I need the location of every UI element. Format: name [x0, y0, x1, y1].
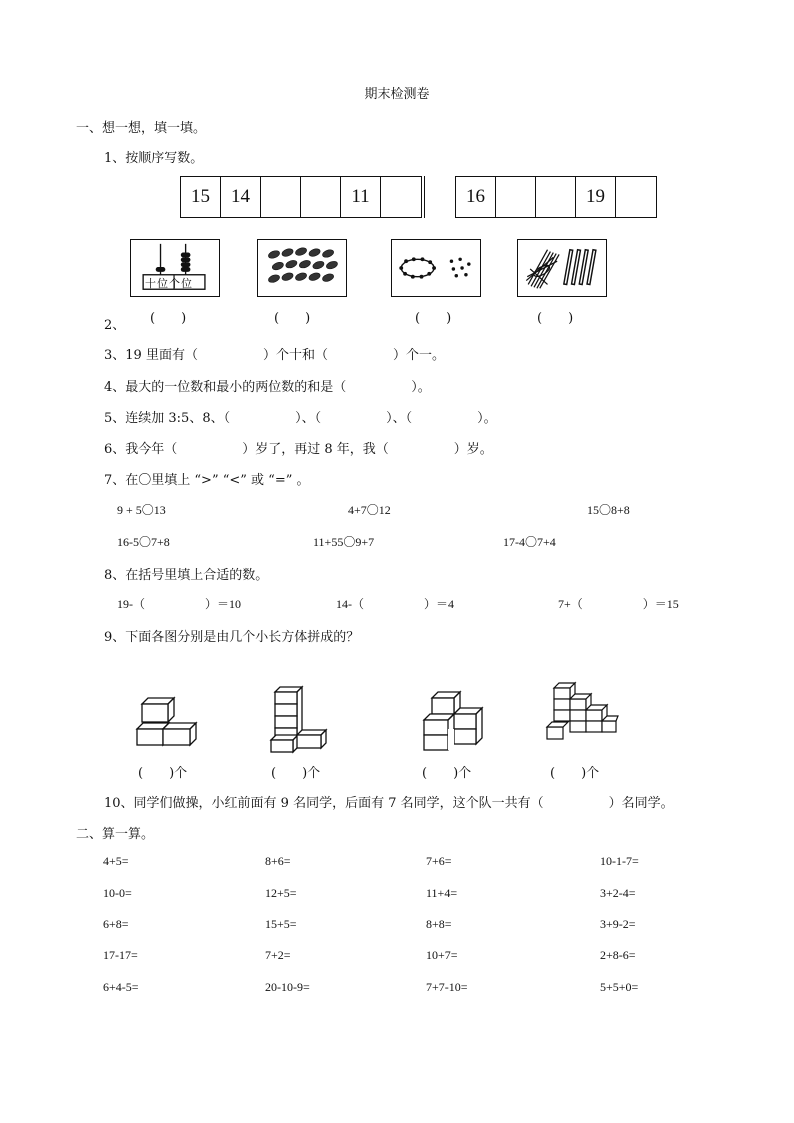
fill-number-item[interactable]: 14-（ ）＝4: [336, 597, 454, 611]
blocks-figure-1: [134, 690, 204, 750]
abacus-place-label: 十位个位: [145, 277, 193, 290]
section2-heading: 二、算一算。: [76, 827, 155, 842]
q9-answer-blank[interactable]: ( )个: [422, 766, 472, 781]
compare-item[interactable]: 11+55〇9+7: [313, 535, 375, 549]
seq-a-cell[interactable]: [301, 177, 341, 217]
q9-answer-blank[interactable]: ( )个: [138, 766, 188, 781]
q10-text: 10、同学们做操，小红前面有 9 名同学，后面有 7 名同学，这个队一共有（ ）名同学。: [104, 796, 674, 811]
calc-item[interactable]: 5+5+0=: [600, 980, 639, 994]
blocks-figure-4: [544, 680, 620, 744]
calc-item[interactable]: 2+8-6=: [600, 948, 636, 962]
q2-answer-blank[interactable]: ( ): [150, 311, 187, 326]
compare-item[interactable]: 17-4〇7+4: [503, 535, 556, 549]
sticks-icon: [518, 240, 606, 296]
sequence-divider: [424, 176, 425, 218]
q1-label: 1、按顺序写数。: [104, 151, 204, 166]
calc-item[interactable]: 20-10-9=: [265, 980, 310, 994]
calc-item[interactable]: 17-17=: [103, 948, 138, 962]
calc-item[interactable]: 7+6=: [426, 854, 452, 868]
q2-label: 2、: [104, 318, 126, 333]
seq-a-cell: 14: [221, 177, 261, 217]
abacus-picture: [130, 239, 220, 297]
calc-item[interactable]: 3+9-2=: [600, 917, 636, 931]
beads-picture: [391, 239, 481, 297]
sequence-box-b: [455, 176, 657, 218]
seq-b-cell[interactable]: [616, 177, 656, 217]
leaves-icon: [258, 240, 346, 296]
fill-number-item[interactable]: 19-（ ）＝10: [117, 597, 241, 611]
compare-item[interactable]: 15〇8+8: [587, 503, 630, 517]
blocks-icon: [420, 688, 486, 754]
blocks-icon: [268, 683, 330, 755]
seq-a-cell: 11: [341, 177, 381, 217]
q6-text: 6、我今年（ ）岁了，再过 8 年，我（ ）岁。: [104, 442, 493, 457]
calc-item[interactable]: 3+2-4=: [600, 886, 636, 900]
seq-b-cell: 16: [456, 177, 496, 217]
calc-item[interactable]: 7+7-10=: [426, 980, 468, 994]
calc-item[interactable]: 8+6=: [265, 854, 291, 868]
q9-label: 9、下面各图分别是由几个小长方体拼成的？: [104, 630, 360, 645]
calc-item[interactable]: 10-0=: [103, 886, 132, 900]
seq-b-cell: 19: [576, 177, 616, 217]
q7-label: 7、在〇里填上 “>” “<” 或 “=” 。: [104, 473, 310, 488]
q3-text: 3、19 里面有（ ）个十和（ ）个一。: [104, 348, 445, 363]
page-title: 期末检测卷: [364, 87, 430, 102]
fill-number-item[interactable]: 7+（ ）＝15: [558, 597, 679, 611]
blocks-figure-3: [420, 688, 486, 754]
q8-label: 8、在括号里填上合适的数。: [104, 568, 269, 583]
calc-item[interactable]: 10-1-7=: [600, 854, 639, 868]
calc-item[interactable]: 12+5=: [265, 886, 297, 900]
seq-a-cell[interactable]: [261, 177, 301, 217]
calc-item[interactable]: 8+8=: [426, 917, 452, 931]
beads-icon: [392, 240, 480, 296]
q2-answer-blank[interactable]: ( ): [274, 311, 311, 326]
calc-item[interactable]: 15+5=: [265, 917, 297, 931]
leaves-picture: [257, 239, 347, 297]
seq-a-cell[interactable]: [381, 177, 421, 217]
seq-b-cell[interactable]: [496, 177, 536, 217]
q5-text: 5、连续加 3:5、8、（ ）、（ ）、（ ）。: [104, 411, 497, 426]
q2-answer-blank[interactable]: ( ): [415, 311, 452, 326]
calc-item[interactable]: 6+4-5=: [103, 980, 139, 994]
compare-item[interactable]: 16-5〇7+8: [117, 535, 170, 549]
q2-answer-blank[interactable]: ( ): [537, 311, 574, 326]
sticks-picture: [517, 239, 607, 297]
calc-item[interactable]: 7+2=: [265, 948, 291, 962]
seq-a-cell: 15: [181, 177, 221, 217]
calc-item[interactable]: 4+5=: [103, 854, 129, 868]
blocks-icon: [134, 690, 204, 750]
q4-text: 4、最大的一位数和最小的两位数的和是（ ）。: [104, 380, 431, 395]
q9-answer-blank[interactable]: ( )个: [550, 766, 600, 781]
calc-item[interactable]: 10+7=: [426, 948, 458, 962]
q9-answer-blank[interactable]: ( )个: [271, 766, 321, 781]
blocks-figure-2: [268, 683, 330, 755]
calc-item[interactable]: 11+4=: [426, 886, 458, 900]
blocks-icon: [544, 680, 620, 744]
compare-item[interactable]: 4+7〇12: [348, 503, 391, 517]
sequence-box-a: [180, 176, 422, 218]
section1-heading: 一、想一想，填一填。: [76, 121, 207, 136]
compare-item[interactable]: 9 + 5〇13: [117, 503, 166, 517]
seq-b-cell[interactable]: [536, 177, 576, 217]
calc-item[interactable]: 6+8=: [103, 917, 129, 931]
